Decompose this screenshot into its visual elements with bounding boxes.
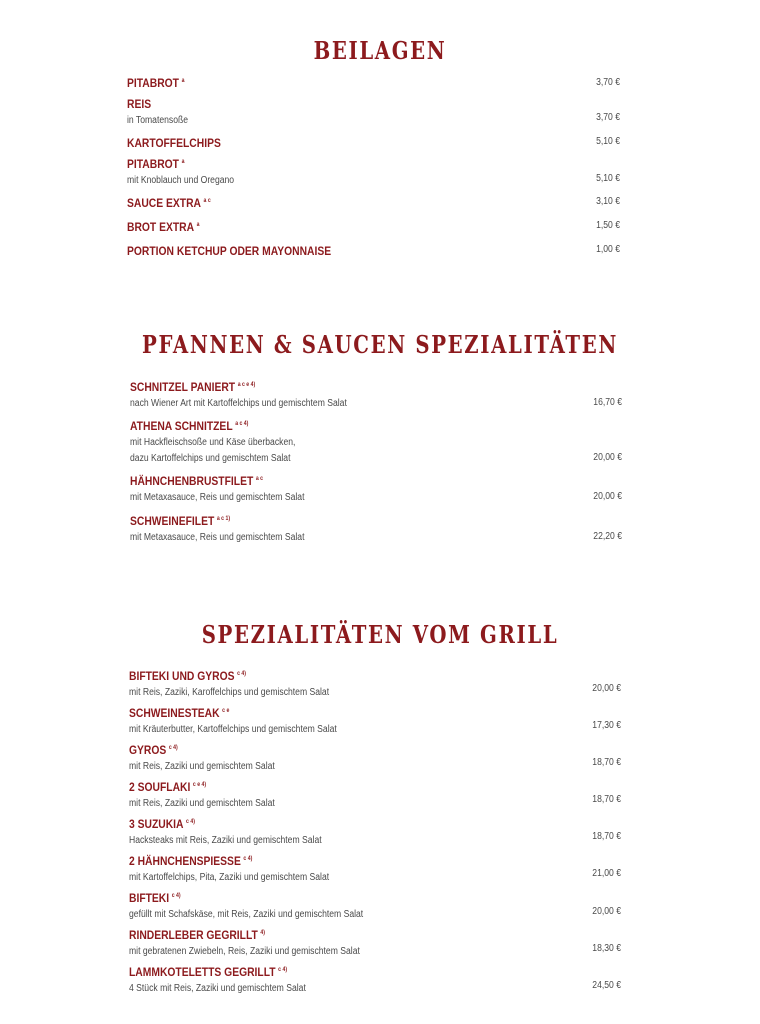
item-description: nach Wiener Art mit Kartoffelchips und gemischtem Salat [130, 398, 347, 409]
item-name: REIS [127, 97, 152, 111]
item-price: 18,30 € [592, 943, 621, 954]
item-name: SCHWEINESTEAK $^{c e}$ [129, 706, 230, 720]
menu-item [129, 704, 371, 738]
menu-item [127, 155, 252, 189]
item-price: 5,10 € [596, 173, 620, 184]
item-price: 3,10 € [596, 196, 620, 207]
item-price: 24,50 € [592, 980, 621, 991]
item-description: dazu Kartoffelchips und gemischtem Salat [130, 453, 291, 464]
menu-item [127, 95, 198, 129]
item-price: 18,70 € [592, 757, 621, 768]
item-description: 4 Stück mit Reis, Zaziki und gemischtem Salat [129, 983, 306, 994]
item-name: ATHENA SCHNITZEL $^{a c 4)}$ [130, 419, 249, 433]
item-description: Hacksteaks mit Reis, Zaziki und gemischtem Salat [129, 835, 322, 846]
item-description: mit Reis, Zaziki und gemischtem Salat [129, 798, 275, 809]
menu-item [129, 667, 362, 701]
item-price: 18,70 € [592, 794, 621, 805]
item-name: HÄHNCHENBRUSTFILET $^{a c}$ [130, 474, 264, 488]
item-name: SCHNITZEL PANIERT $^{a c e 4)}$ [130, 380, 256, 394]
item-price: 20,00 € [593, 491, 622, 502]
menu-item [130, 417, 322, 467]
item-name: 3 SUZUKIA $^{c 4)}$ [129, 817, 195, 831]
item-name: RINDERLEBER GEGRILLT $^{4)}$ [129, 928, 265, 942]
item-name: BROT EXTRA $^a$ [127, 220, 200, 234]
item-name: BIFTEKI UND GYROS $^{c 4)}$ [129, 669, 246, 683]
item-price: 16,70 € [593, 397, 622, 408]
item-price: 17,30 € [592, 720, 621, 731]
item-description: mit Reis, Zaziki und gemischtem Salat [129, 761, 275, 772]
menu-item [130, 512, 333, 546]
item-price: 3,70 € [596, 112, 620, 123]
item-name: KARTOFFELCHIPS [127, 136, 221, 150]
menu-item [129, 963, 335, 997]
item-description: mit Kartoffelchips, Pita, Zaziki und gemischtem Salat [129, 872, 330, 883]
section-title-beilagen: BEILAGEN [313, 36, 447, 65]
item-price: 22,20 € [593, 531, 622, 542]
item-description: mit Metaxasauce, Reis und gemischtem Salat [130, 532, 305, 543]
item-price: 21,00 € [592, 868, 621, 879]
item-price: 20,00 € [593, 452, 622, 463]
section-title-grill: SPEZIALITÄTEN VOM GRILL [201, 620, 559, 649]
item-name: 2 HÄHNCHENSPIESSE $^{c 4)}$ [129, 854, 253, 868]
item-description: mit Hackfleischsoße und Käse überbacken, [130, 437, 296, 448]
menu-item [127, 74, 194, 92]
menu-item [127, 242, 367, 260]
item-price: 20,00 € [592, 683, 621, 694]
menu-item [129, 852, 362, 886]
item-price: 1,50 € [596, 220, 620, 231]
item-description: mit Metaxasauce, Reis und gemischtem Salat [130, 492, 305, 503]
menu-item [129, 926, 397, 960]
item-description: mit Kräuterbutter, Kartoffelchips und gemischtem Salat [129, 724, 337, 735]
menu-item [127, 194, 224, 212]
item-description: mit Reis, Zaziki, Karoffelchips und gemischtem Salat [129, 687, 330, 698]
item-name: GYROS $^{c 4)}$ [129, 743, 178, 757]
menu-item [127, 134, 239, 152]
menu-item [130, 472, 333, 506]
item-name: BIFTEKI $^{c 4)}$ [129, 891, 181, 905]
item-name: PITABROT $^a$ [127, 76, 185, 90]
item-price: 1,00 € [596, 244, 620, 255]
item-price: 20,00 € [592, 906, 621, 917]
menu-item [129, 741, 299, 775]
item-name: 2 SOUFLAKI $^{c e 4)}$ [129, 780, 207, 794]
item-name: LAMMKOTELETTS GEGRILLT $^{c 4)}$ [129, 965, 288, 979]
item-name: SAUCE EXTRA $^{a c}$ [127, 196, 211, 210]
item-price: 5,10 € [596, 136, 620, 147]
item-description: mit Knoblauch und Oregano [127, 175, 235, 186]
menu-item [130, 378, 382, 412]
item-name: PORTION KETCHUP ODER MAYONNAISE [127, 244, 332, 258]
item-name: SCHWEINEFILET $^{a c 1)}$ [130, 514, 231, 528]
item-description: mit gebratenen Zwiebeln, Reis, Zaziki und gemischtem Salat [129, 946, 360, 957]
item-description: gefüllt mit Schafskäse, mit Reis, Zaziki und gemischtem Salat [129, 909, 364, 920]
item-price: 3,70 € [596, 77, 620, 88]
item-name: PITABROT $^a$ [127, 157, 185, 171]
item-description: in Tomatensoße [127, 115, 189, 126]
menu-item [127, 218, 211, 236]
menu-item [129, 889, 401, 923]
menu-item [129, 778, 299, 812]
section-title-pfannen: PFANNEN & SAUCEN SPEZIALITÄTEN [142, 330, 618, 359]
menu-item [129, 815, 353, 849]
item-price: 18,70 € [592, 831, 621, 842]
